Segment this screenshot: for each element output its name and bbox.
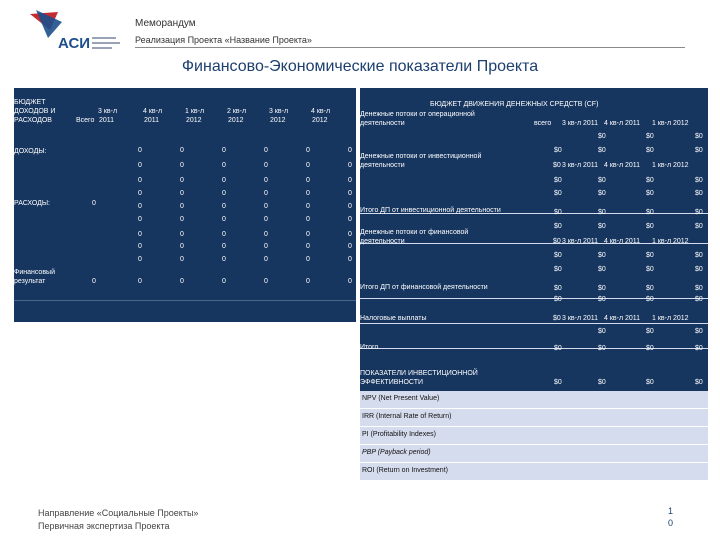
cf-value: $0 xyxy=(646,296,654,303)
budget-value: 0 xyxy=(138,256,142,263)
budget-value: 0 xyxy=(222,278,226,285)
budget-value: 0 xyxy=(306,231,310,238)
cf-value: $0 xyxy=(646,209,654,216)
kpi-label: ROI (Return on Investment) xyxy=(362,467,448,474)
budget-value: 0 xyxy=(348,203,352,210)
kpi-label: NPV (Net Present Value) xyxy=(362,395,440,402)
cf-value: $0 xyxy=(554,345,562,352)
budget-value: 0 xyxy=(348,162,352,169)
budget-value: 0 xyxy=(264,162,268,169)
budget-value: 0 xyxy=(138,147,142,154)
page-title: Финансово-Экономические показатели Проекта xyxy=(181,58,539,75)
budget-label: ДОХОДОВ И xyxy=(14,108,56,115)
budget-value: 0 xyxy=(306,216,310,223)
cf-value: $0 xyxy=(598,209,606,216)
cf-value: $0 xyxy=(646,252,654,259)
cf-value: $0 xyxy=(695,296,703,303)
cf-value: $0 xyxy=(646,147,654,154)
budget-value: 0 xyxy=(138,278,142,285)
budget-value: 0 xyxy=(264,147,268,154)
cf-value: $0 xyxy=(646,379,654,386)
cf-period-header: 1 кв-л 2012 xyxy=(652,120,689,127)
kpi-row xyxy=(360,391,708,408)
cf-value: $0 xyxy=(695,328,703,335)
col-header: 4 кв-л xyxy=(311,108,331,115)
budget-value: 0 xyxy=(222,216,226,223)
cf-value: $0 xyxy=(553,315,561,322)
budget-value: 0 xyxy=(348,278,352,285)
budget-value: 0 xyxy=(180,162,184,169)
budget-value: 0 xyxy=(180,203,184,210)
col-header: 1 кв-л xyxy=(185,108,205,115)
budget-value: 0 xyxy=(306,162,310,169)
income-label: ДОХОДЫ: xyxy=(14,148,47,155)
cf-value: $0 xyxy=(695,209,703,216)
cf-value: $0 xyxy=(553,238,561,245)
col-header: 2012 xyxy=(228,117,244,124)
result-label: результат xyxy=(14,278,46,285)
cf-value: $0 xyxy=(553,162,561,169)
cf-row-label: Итого ДП от инвестиционной деятельности xyxy=(360,207,501,214)
cf-value: $0 xyxy=(598,296,606,303)
budget-value: 0 xyxy=(306,243,310,250)
budget-value: 0 xyxy=(222,147,226,154)
col-header: 3 кв-л xyxy=(269,108,289,115)
cf-row-label: деятельности xyxy=(360,162,405,169)
footer-direction: Направление «Социальные Проекты» xyxy=(38,508,199,518)
col-header: 2012 xyxy=(270,117,286,124)
cf-period-header: 4 кв-л 2011 xyxy=(604,162,641,169)
budget-value: 0 xyxy=(348,231,352,238)
cf-value: $0 xyxy=(598,285,606,292)
cf-value: $0 xyxy=(695,223,703,230)
result-label: Финансовый xyxy=(14,269,55,276)
kpi-label: IRR (Internal Rate of Return) xyxy=(362,413,452,420)
cf-value: $0 xyxy=(554,177,562,184)
cf-value: $0 xyxy=(646,345,654,352)
cf-value: $0 xyxy=(598,252,606,259)
budget-value: 0 xyxy=(264,190,268,197)
kpi-row xyxy=(360,463,708,480)
cf-period-header: 3 кв-л 2011 xyxy=(562,315,599,322)
budget-value: 0 xyxy=(138,231,142,238)
budget-value: 0 xyxy=(264,231,268,238)
col-header: 2011 xyxy=(144,117,160,124)
cf-period-header: 1 кв-л 2012 xyxy=(652,162,689,169)
budget-value: 0 xyxy=(180,243,184,250)
cf-period-header: 1 кв-л 2012 xyxy=(652,315,689,322)
total-header: Всего xyxy=(76,117,95,124)
cf-period-header: 3 кв-л 2011 xyxy=(562,238,599,245)
cf-value: $0 xyxy=(646,223,654,230)
budget-value: 0 xyxy=(180,256,184,263)
budget-value: 0 xyxy=(264,203,268,210)
cf-value: $0 xyxy=(695,379,703,386)
cf-total-band xyxy=(360,324,708,348)
budget-value: 0 xyxy=(222,162,226,169)
col-header: 2 кв-л xyxy=(227,108,247,115)
cf-value: $0 xyxy=(554,147,562,154)
cf-value: $0 xyxy=(598,345,606,352)
cf-value: $0 xyxy=(554,266,562,273)
budget-value: 0 xyxy=(264,256,268,263)
expenses-label: РАСХОДЫ: xyxy=(14,200,50,207)
cf-value: $0 xyxy=(554,190,562,197)
kpi-label: PI (Profitability Indexes) xyxy=(362,431,436,438)
budget-value: 0 xyxy=(222,190,226,197)
budget-value: 0 xyxy=(222,256,226,263)
cf-row-label: Итого xyxy=(360,344,379,351)
budget-value: 0 xyxy=(306,278,310,285)
budget-value: 0 xyxy=(264,243,268,250)
budget-value: 0 xyxy=(306,177,310,184)
cf-total-header: всего xyxy=(534,120,552,127)
cf-value: $0 xyxy=(598,147,606,154)
cf-value: $0 xyxy=(598,266,606,273)
budget-value: 0 xyxy=(306,203,310,210)
budget-value: 0 xyxy=(138,190,142,197)
cf-value: $0 xyxy=(695,147,703,154)
cf-period-header: 4 кв-л 2011 xyxy=(604,120,641,127)
budget-value: 0 xyxy=(180,278,184,285)
budget-value: 0 xyxy=(180,216,184,223)
budget-value: 0 xyxy=(180,177,184,184)
budget-value: 0 xyxy=(138,162,142,169)
budget-value: 0 xyxy=(306,190,310,197)
cf-value: $0 xyxy=(646,285,654,292)
budget-value: 0 xyxy=(180,147,184,154)
cf-value: $0 xyxy=(598,328,606,335)
cf-value: $0 xyxy=(554,209,562,216)
footer-review: Первичная экспертиза Проекта xyxy=(38,521,170,531)
budget-value: 0 xyxy=(138,203,142,210)
page-number: 1 0 xyxy=(668,506,674,528)
cf-value: $0 xyxy=(695,285,703,292)
cf-value: $0 xyxy=(554,285,562,292)
budget-value: 0 xyxy=(138,216,142,223)
budget-total-value: 0 xyxy=(92,200,96,207)
budget-value: 0 xyxy=(306,256,310,263)
cashflow-panel xyxy=(360,88,708,391)
cf-value: $0 xyxy=(695,345,703,352)
col-header: 2012 xyxy=(312,117,328,124)
budget-value: 0 xyxy=(222,231,226,238)
cf-value: $0 xyxy=(554,379,562,386)
budget-total-value: 0 xyxy=(92,278,96,285)
cf-row-label: Итого ДП от финансовой деятельности xyxy=(360,284,488,291)
cf-period-header: 3 кв-л 2011 xyxy=(562,120,599,127)
logo-text: АСИ xyxy=(58,35,91,52)
cf-row-label: Денежные потоки от финансовой xyxy=(360,229,469,236)
project-subtitle: Реализация Проекта «Название Проекта» xyxy=(135,35,312,45)
cf-row-label: деятельности xyxy=(360,238,405,245)
cf-period-header: 4 кв-л 2011 xyxy=(604,315,641,322)
cf-row-label: Налоговые выплаты xyxy=(360,315,427,322)
budget-value: 0 xyxy=(222,243,226,250)
kpi-label: PBP (Payback period) xyxy=(362,449,431,456)
budget-value: 0 xyxy=(348,243,352,250)
cf-row-label: ПОКАЗАТЕЛИ ИНВЕСТИЦИОННОЙ xyxy=(360,370,478,377)
cf-value: $0 xyxy=(598,177,606,184)
kpi-row xyxy=(360,445,708,462)
cf-value: $0 xyxy=(695,190,703,197)
budget-value: 0 xyxy=(306,147,310,154)
budget-value: 0 xyxy=(348,256,352,263)
cf-value: $0 xyxy=(598,379,606,386)
cf-row-label: ЭФФЕКТИВНОСТИ xyxy=(360,379,424,386)
kpi-row xyxy=(360,427,708,444)
cf-value: $0 xyxy=(646,190,654,197)
budget-value: 0 xyxy=(348,177,352,184)
budget-value: 0 xyxy=(180,231,184,238)
cf-title: БЮДЖЕТ ДВИЖЕНИЯ ДЕНЕЖНЫХ СРЕДСТВ (CF) xyxy=(430,101,599,108)
header-divider xyxy=(135,47,685,48)
cf-value: $0 xyxy=(646,266,654,273)
cf-value: $0 xyxy=(695,177,703,184)
budget-value: 0 xyxy=(138,243,142,250)
budget-value: 0 xyxy=(180,190,184,197)
cf-value: $0 xyxy=(598,133,606,140)
kpi-row xyxy=(360,409,708,426)
memo-label: Меморандум xyxy=(135,18,196,29)
cf-row-label: Денежные потоки от операционной xyxy=(360,111,475,118)
cf-value: $0 xyxy=(554,252,562,259)
asi-logo xyxy=(28,8,128,54)
cf-value: $0 xyxy=(695,133,703,140)
budget-value: 0 xyxy=(264,278,268,285)
cf-value: $0 xyxy=(598,223,606,230)
budget-value: 0 xyxy=(138,177,142,184)
budget-label: РАСХОДОВ xyxy=(14,117,52,124)
budget-value: 0 xyxy=(264,177,268,184)
cf-value: $0 xyxy=(554,223,562,230)
cf-value: $0 xyxy=(646,177,654,184)
budget-value: 0 xyxy=(348,216,352,223)
budget-value: 0 xyxy=(222,203,226,210)
cf-row-label: деятельности xyxy=(360,120,405,127)
budget-label: БЮДЖЕТ xyxy=(14,99,46,106)
col-header: 3 кв-л xyxy=(98,108,118,115)
budget-value: 0 xyxy=(264,216,268,223)
col-header: 4 кв-л xyxy=(143,108,163,115)
cf-value: $0 xyxy=(598,190,606,197)
cf-row-label: Денежные потоки от инвестиционной xyxy=(360,153,482,160)
budget-value: 0 xyxy=(222,177,226,184)
cf-value: $0 xyxy=(554,296,562,303)
budget-value: 0 xyxy=(348,147,352,154)
budget-divider xyxy=(14,300,356,301)
cf-period-header: 3 кв-л 2011 xyxy=(562,162,599,169)
budget-panel xyxy=(14,88,356,322)
cf-value: $0 xyxy=(646,133,654,140)
cf-period-header: 1 кв-л 2012 xyxy=(652,238,689,245)
cf-value: $0 xyxy=(646,328,654,335)
budget-value: 0 xyxy=(348,190,352,197)
cf-value: $0 xyxy=(695,266,703,273)
col-header: 2011 xyxy=(99,117,115,124)
cf-value: $0 xyxy=(695,252,703,259)
cf-period-header: 4 кв-л 2011 xyxy=(604,238,641,245)
col-header: 2012 xyxy=(186,117,202,124)
